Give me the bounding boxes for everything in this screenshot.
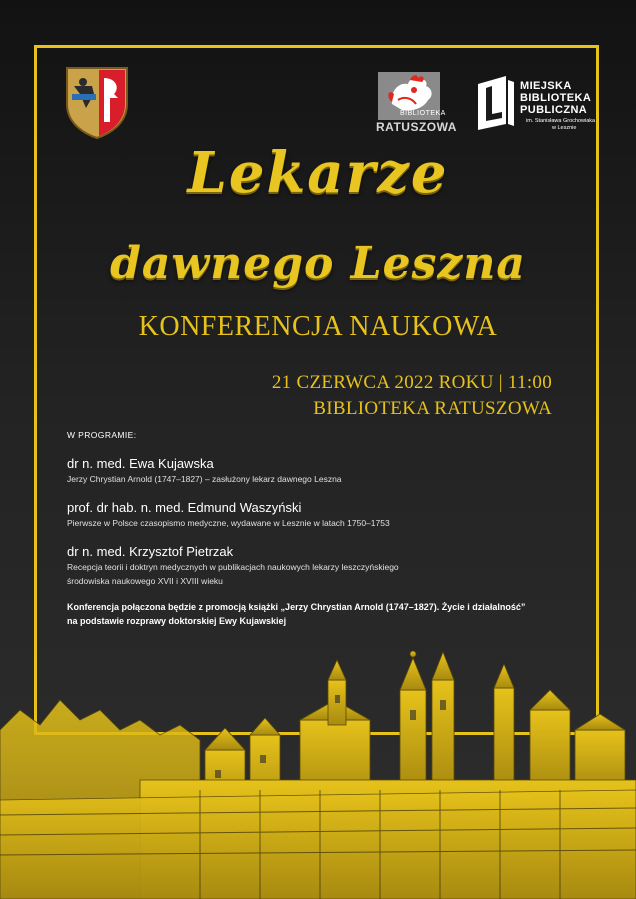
speaker-1-name: dr n. med. Ewa Kujawska: [67, 456, 214, 471]
mbp-line-1: MIEJSKA: [520, 80, 572, 92]
note-line-1: Konferencja połączona będzie z promocją książki „Jerzy Chrystian Arnold (1747–1827). Życie i działalność”: [67, 602, 526, 612]
library-book-icon: [476, 74, 516, 132]
rooster-icon: [384, 74, 436, 114]
event-venue: BIBLIOTEKA RATUSZOWA: [313, 398, 552, 419]
mbp-logo-text: [520, 80, 591, 116]
city-panorama-illustration: [0, 640, 636, 899]
speaker-3-talk-line-1: Recepcja teorii i doktryn medycznych w publikacjach naukowych lekarzy leszczyńskiego: [67, 562, 399, 572]
title-line-2: dawnego Leszna: [110, 238, 526, 289]
program-label: W PROGRAMIE:: [67, 430, 137, 440]
speaker-3-talk: [67, 560, 517, 588]
speaker-1-talk: Jerzy Chrystian Arnold (1747–1827) – zasłużony lekarz dawnego Leszna: [67, 474, 342, 484]
mbp-line-2: BIBLIOTEKA: [520, 92, 592, 104]
speaker-2-name: prof. dr hab. n. med. Edmund Waszyński: [67, 500, 302, 515]
event-date: 21 CZERWCA 2022 ROKU | 11:00: [271, 372, 552, 393]
ratusz-logo-big-text: RATUSZOWA: [376, 120, 457, 134]
title-line-1: Lekarze: [187, 140, 449, 206]
speaker-3-name: dr n. med. Krzysztof Pietrzak: [67, 544, 234, 559]
leszno-coat-of-arms-icon: [64, 64, 130, 140]
event-subtitle: KONFERENCJA NAUKOWA: [138, 311, 498, 342]
speaker-2-talk: Pierwsze w Polsce czasopismo medyczne, wydawane w Lesznie w latach 1750–1753: [67, 518, 390, 528]
book-promotion-note: [67, 600, 587, 628]
note-line-2: na podstawie rozprawy doktorskiej Ewy Kujawskiej: [67, 616, 287, 626]
mbp-patron-text: im. Stanisława Grochowiaka: [526, 118, 596, 124]
mbp-logo: [476, 72, 600, 136]
biblioteka-ratuszowa-logo: [374, 72, 457, 136]
speaker-3-talk-line-2: środowiska naukowego XVII i XVIII wieku: [67, 576, 223, 586]
mbp-line-3: PUBLICZNA: [520, 104, 588, 116]
ratusz-logo-small-text: BIBLIOTEKA: [400, 110, 446, 117]
mbp-location-text: w Lesznie: [552, 125, 577, 131]
